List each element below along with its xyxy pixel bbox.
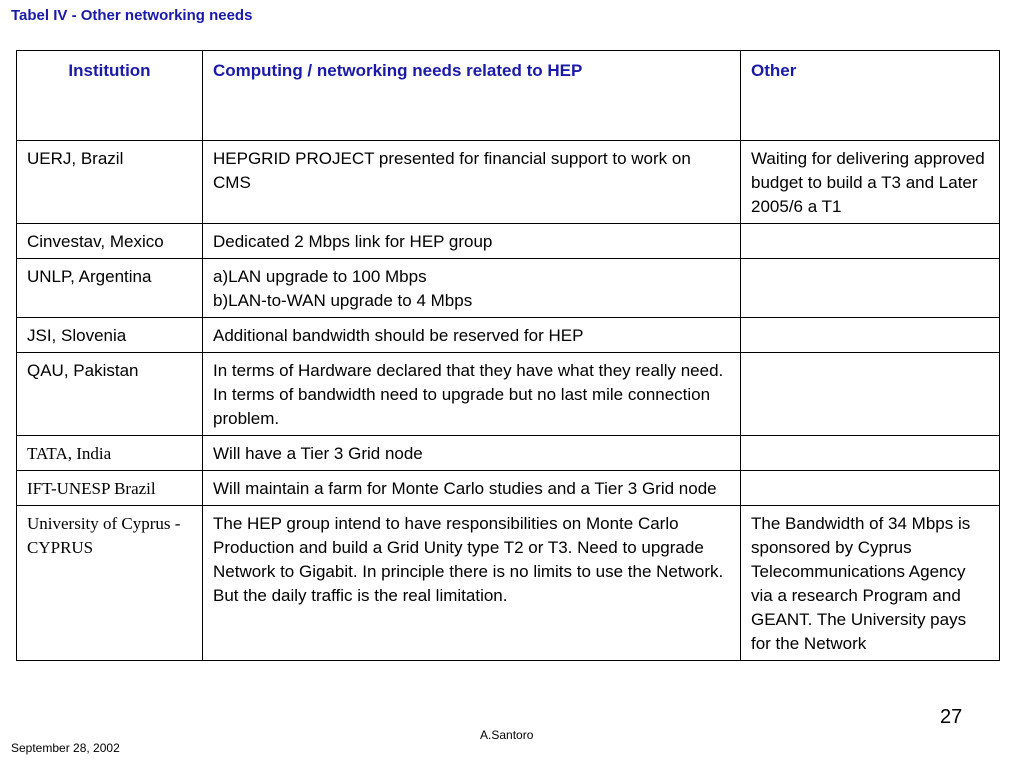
table-row — [17, 506, 1000, 661]
other-cell — [741, 259, 1000, 318]
page-number: 27 — [940, 706, 963, 728]
table-row — [17, 318, 1000, 353]
needs-cell: Will have a Tier 3 Grid node — [203, 436, 741, 471]
table-row — [17, 471, 1000, 506]
other-cell — [741, 436, 1000, 471]
other-cell — [741, 318, 1000, 353]
needs-cell: Dedicated 2 Mbps link for HEP group — [203, 224, 741, 259]
institution-cell: Cinvestav, Mexico — [17, 224, 203, 259]
needs-cell: HEPGRID PROJECT presented for financial support to work on CMS — [203, 141, 741, 224]
page-title: Tabel IV - Other networking needs — [11, 7, 253, 24]
institution-cell: IFT-UNESP Brazil — [17, 471, 203, 506]
other-cell — [741, 353, 1000, 436]
other-cell: Waiting for delivering approved budget to build a T3 and Later 2005/6 a T1 — [741, 141, 1000, 224]
needs-cell: Will maintain a farm for Monte Carlo studies and a Tier 3 Grid node — [203, 471, 741, 506]
institution-cell: JSI, Slovenia — [17, 318, 203, 353]
institution-cell: UERJ, Brazil — [17, 141, 203, 224]
other-cell — [741, 471, 1000, 506]
institution-cell: UNLP, Argentina — [17, 259, 203, 318]
table-header-row — [17, 51, 1000, 141]
other-cell: The Bandwidth of 34 Mbps is sponsored by Cyprus Telecommunications Agency via a research Program and GEANT. The University pays for the Network — [741, 506, 1000, 661]
institution-cell: QAU, Pakistan — [17, 353, 203, 436]
needs-cell: In terms of Hardware declared that they have what they really need. In terms of bandwidth need to upgrade but no last mile connection problem. — [203, 353, 741, 436]
institution-cell: TATA, India — [17, 436, 203, 471]
table-row — [17, 259, 1000, 318]
other-cell — [741, 224, 1000, 259]
needs-cell: a)LAN upgrade to 100 Mbps b)LAN-to-WAN upgrade to 4 Mbps — [203, 259, 741, 318]
table-row — [17, 141, 1000, 224]
column-header-institution: Institution — [17, 51, 203, 141]
column-header-other: Other — [741, 51, 1000, 141]
table-row — [17, 436, 1000, 471]
author-name: A.Santoro — [480, 728, 534, 742]
needs-cell: The HEP group intend to have responsibilities on Monte Carlo Production and build a Grid Unity type T2 or T3. Need to upgrade Network to Gigabit. In principle there is no limits to use the Network. But the daily traffic is the real limitation. — [203, 506, 741, 661]
networking-needs-table — [16, 50, 1000, 661]
institution-cell: University of Cyprus - CYPRUS — [17, 506, 203, 661]
table-row — [17, 353, 1000, 436]
presentation-date: September 28, 2002 — [11, 741, 120, 755]
column-header-needs: Computing / networking needs related to HEP — [203, 51, 741, 141]
table-row — [17, 224, 1000, 259]
needs-cell: Additional bandwidth should be reserved for HEP — [203, 318, 741, 353]
